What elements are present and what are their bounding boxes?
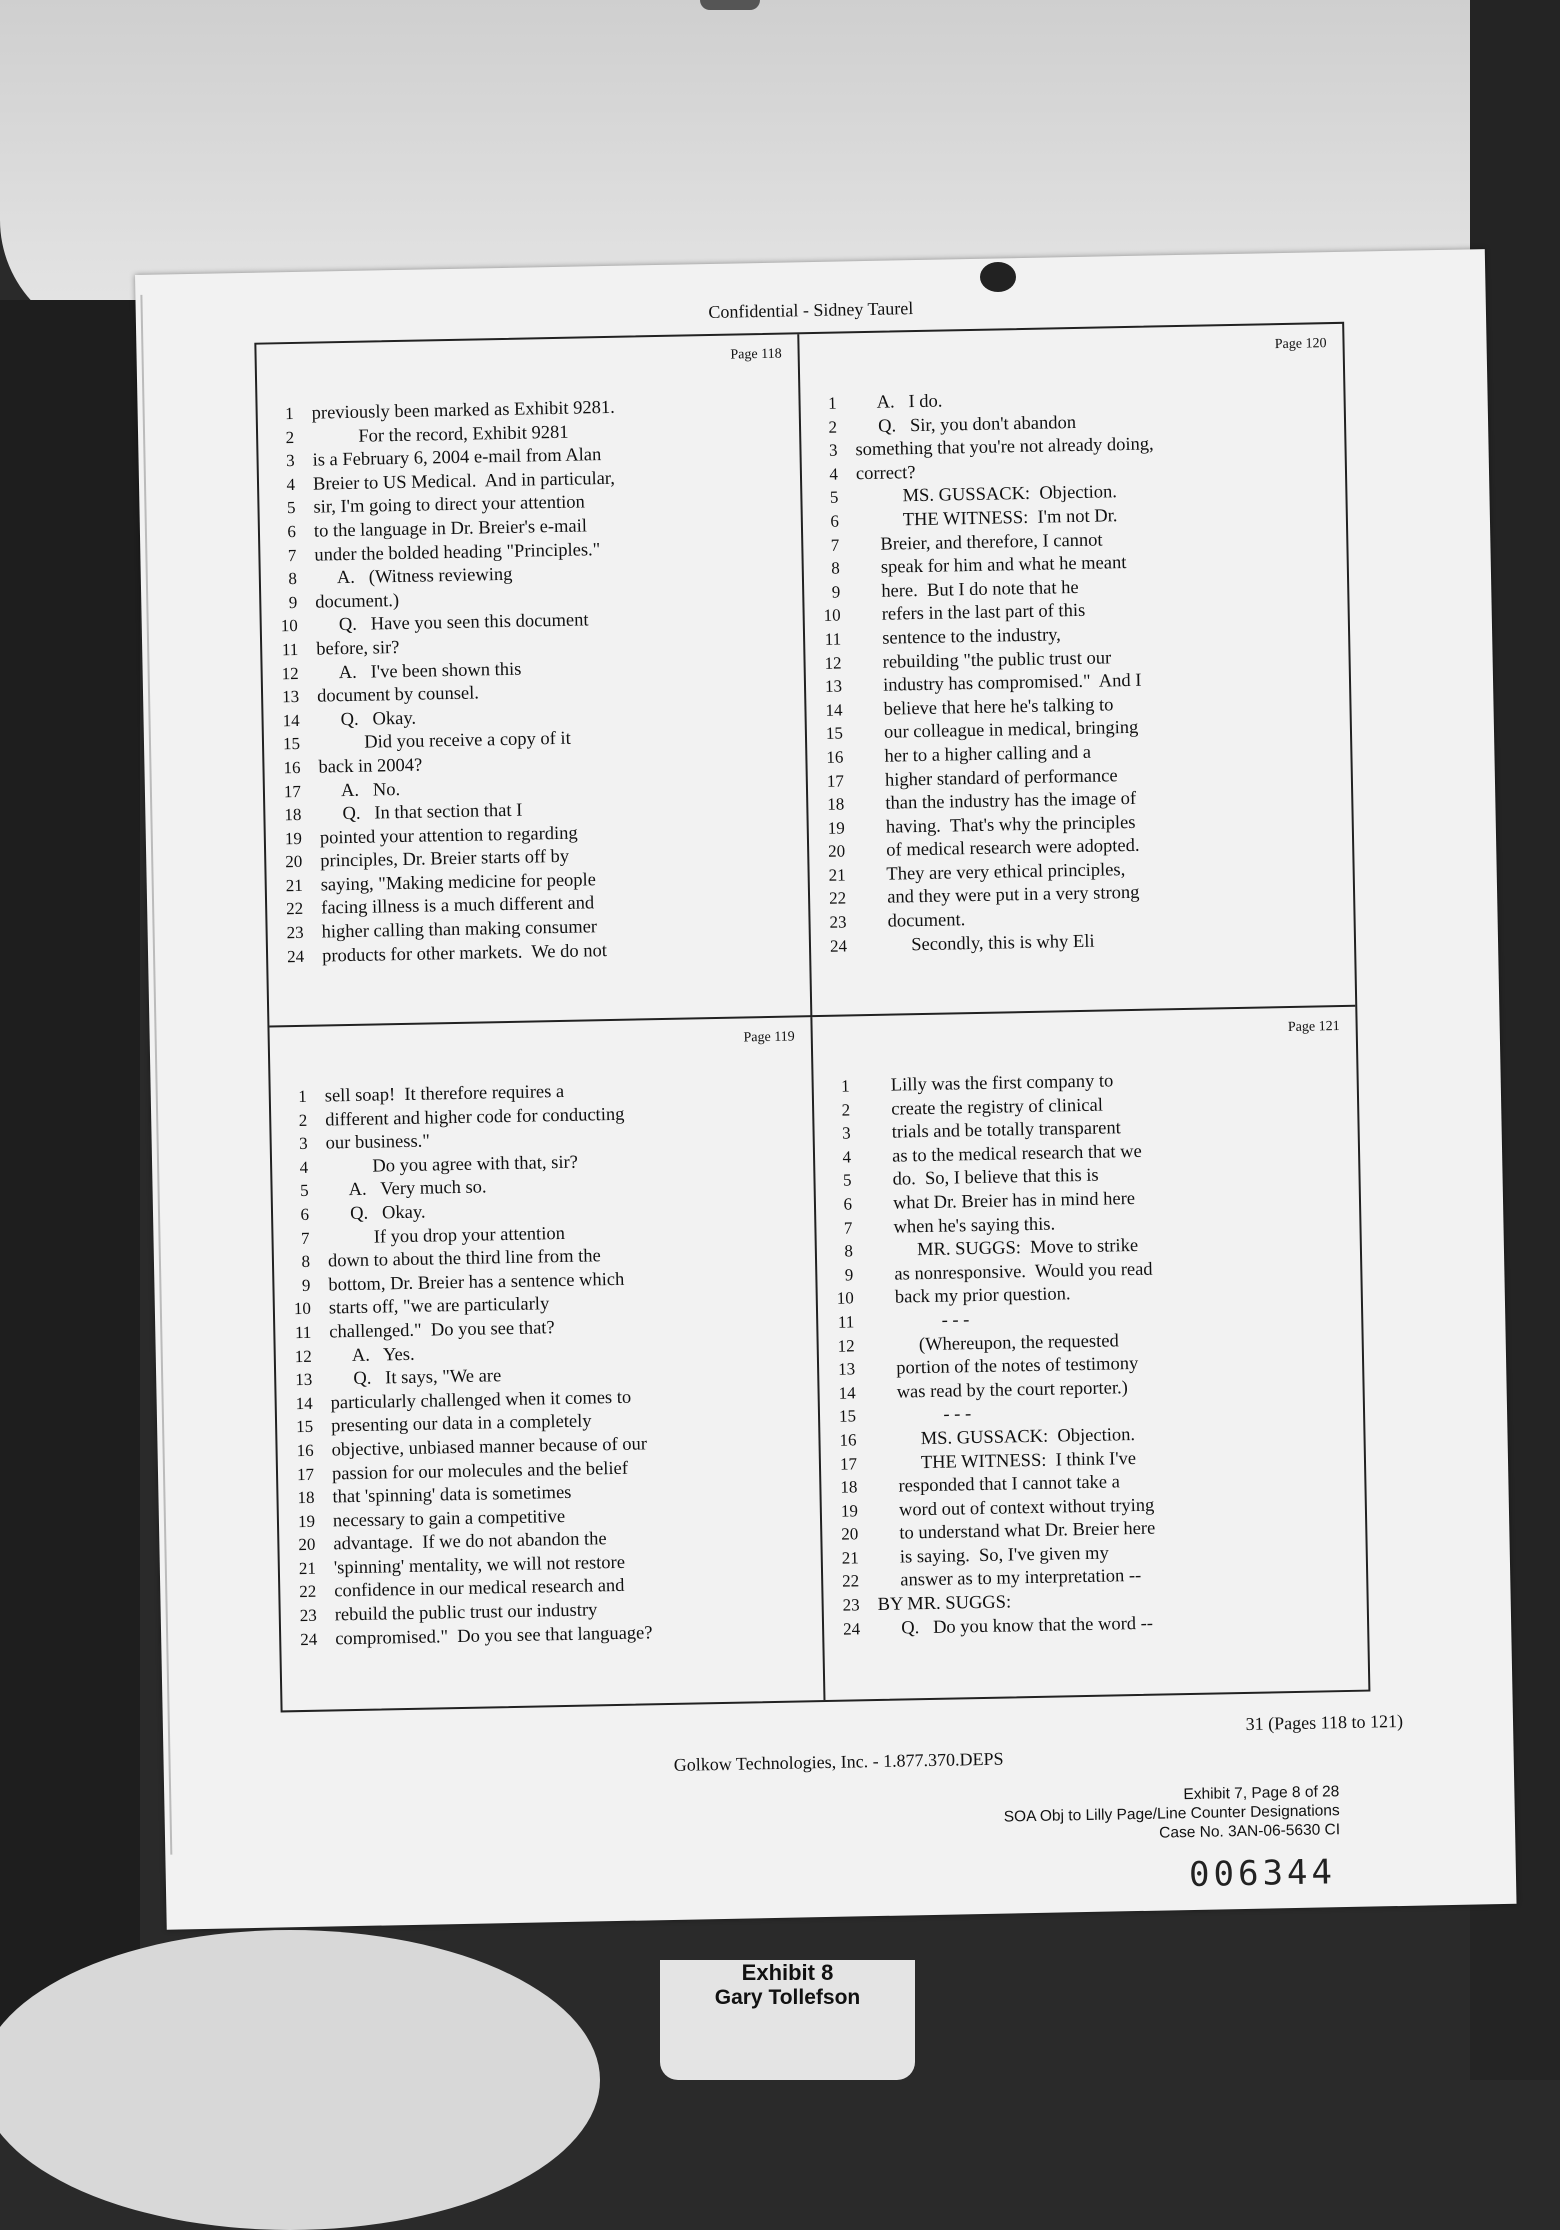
line-number: 11 xyxy=(837,1312,855,1332)
line-text: back my prior question. xyxy=(871,1284,1071,1309)
line-number: 4 xyxy=(286,474,296,494)
line-number: 2 xyxy=(298,1110,308,1130)
exhibit-tab-name: Gary Tollefson xyxy=(714,1986,861,2009)
line-number: 4 xyxy=(299,1157,309,1177)
line-text: Q. Do you know that the word -- xyxy=(877,1613,1154,1639)
binder-ring-top xyxy=(700,0,760,10)
line-number: 3 xyxy=(299,1134,308,1154)
line-number: 15 xyxy=(838,1406,857,1427)
line-text: to understand what Dr. Breier here xyxy=(876,1518,1156,1545)
line-number: 21 xyxy=(841,1548,859,1568)
line-text: Did you receive a copy of it xyxy=(317,729,571,754)
line-number: 18 xyxy=(297,1487,315,1508)
line-number: 8 xyxy=(301,1251,311,1272)
line-text: challenged." Do you see that? xyxy=(329,1318,555,1343)
transcript-sheet xyxy=(135,249,1517,1930)
bates-number: 006344 xyxy=(1188,1852,1337,1896)
line-number: 22 xyxy=(828,888,847,909)
exhibit-line-2: SOA Obj to Lilly Page/Line Counter Designations xyxy=(1003,1802,1340,1826)
transcript-page-118 xyxy=(256,334,812,1027)
line-number: 18 xyxy=(840,1477,858,1497)
line-text: Q. Have you seen this document xyxy=(315,610,589,636)
line-text: word out of context without trying xyxy=(875,1495,1155,1521)
line-number: 14 xyxy=(825,700,843,720)
line-text: trials and be totally transparent xyxy=(868,1118,1122,1144)
line-text: believe that here he's talking to xyxy=(860,695,1114,720)
line-text: compromised." Do you see that language? xyxy=(335,1622,653,1650)
line-text: A. I do. xyxy=(854,391,943,414)
line-text: that 'spinning' data is sometimes xyxy=(332,1482,572,1508)
line-text: when he's saying this. xyxy=(870,1214,1056,1238)
line-number: 20 xyxy=(828,841,846,862)
line-text: is saying. So, I've given my xyxy=(876,1543,1109,1568)
line-number: 22 xyxy=(286,899,304,919)
line-text: MS. GUSSACK: Objection. xyxy=(856,482,1118,508)
line-text: down to about the third line from the xyxy=(327,1246,601,1272)
line-text: Do you agree with that, sir? xyxy=(325,1152,579,1178)
line-number: 20 xyxy=(285,852,303,872)
page-number: Page 121 xyxy=(1287,1019,1340,1036)
desk-left xyxy=(0,300,140,2080)
line-number: 11 xyxy=(281,639,299,660)
line-text: here. But I do note that he xyxy=(858,577,1079,602)
line-number: 19 xyxy=(284,828,303,848)
line-number: 24 xyxy=(286,946,305,966)
line-number: 15 xyxy=(282,734,301,754)
line-number: 9 xyxy=(301,1275,311,1295)
line-text: Q. Sir, you don't abandon xyxy=(854,412,1077,437)
line-number: 9 xyxy=(831,582,841,602)
line-text: A. No. xyxy=(318,779,401,802)
line-number: 13 xyxy=(295,1369,313,1390)
line-text: products for other markets. We do not xyxy=(321,940,608,967)
line-number: 23 xyxy=(299,1605,317,1626)
line-text: A. Very much so. xyxy=(326,1177,487,1201)
line-text: her to a higher calling and a xyxy=(861,742,1092,768)
line-text: (Whereupon, the requested xyxy=(872,1330,1119,1356)
line-text: our colleague in medical, bringing xyxy=(860,718,1139,744)
line-number: 14 xyxy=(838,1383,856,1403)
line-number: 8 xyxy=(288,569,298,589)
line-text: 'spinning' mentality, we will not restore xyxy=(333,1552,626,1579)
line-number: 21 xyxy=(285,875,303,896)
line-text: - - - xyxy=(872,1310,970,1332)
line-number: 15 xyxy=(295,1417,314,1437)
line-text: Secondly, this is why Eli xyxy=(864,931,1095,956)
line-number: 8 xyxy=(844,1241,854,1261)
line-text: responded that I cannot take a xyxy=(875,1472,1121,1498)
line-text: higher calling than making consumer xyxy=(321,917,598,943)
line-number: 5 xyxy=(842,1170,852,1190)
line-text: BY MR. SUGGS: xyxy=(877,1592,1012,1616)
line-number: 14 xyxy=(282,710,300,730)
line-number: 13 xyxy=(837,1359,856,1379)
line-number: 9 xyxy=(288,592,298,612)
line-number: 17 xyxy=(283,781,302,801)
line-number: 7 xyxy=(287,545,297,565)
line-text: A. (Witness reviewing xyxy=(314,564,513,589)
line-number: 23 xyxy=(842,1595,860,1615)
line-number: 10 xyxy=(836,1288,854,1309)
line-text: correct? xyxy=(855,462,916,484)
line-number: 23 xyxy=(286,922,304,943)
line-text: was read by the court reporter.) xyxy=(873,1377,1129,1403)
line-text: THE WITNESS: I'm not Dr. xyxy=(856,506,1118,532)
line-number: 18 xyxy=(827,794,845,814)
line-number: 16 xyxy=(296,1440,314,1461)
line-text: rebuild the public trust our industry xyxy=(334,1600,598,1626)
line-text: bottom, Dr. Breier has a sentence which xyxy=(328,1269,625,1296)
line-number: 6 xyxy=(830,511,840,531)
line-number: 12 xyxy=(837,1335,855,1356)
line-text: passion for our molecules and the belief xyxy=(331,1458,629,1484)
line-number: 18 xyxy=(284,805,302,825)
line-text: as nonresponsive. Would you read xyxy=(871,1259,1153,1285)
page-number: Page 118 xyxy=(730,346,782,363)
line-text: portion of the notes of testimony xyxy=(872,1354,1139,1380)
line-text: A. I've been shown this xyxy=(316,659,522,684)
line-number: 20 xyxy=(298,1535,316,1555)
line-number: 17 xyxy=(839,1453,858,1474)
line-text: sentence to the industry, xyxy=(858,625,1062,650)
line-number: 10 xyxy=(280,616,298,636)
transcript-lines xyxy=(277,1077,815,1653)
line-number: 21 xyxy=(298,1558,317,1578)
line-text: different and higher code for conducting xyxy=(325,1104,625,1131)
page-number: Page 120 xyxy=(1274,336,1327,353)
line-number: 14 xyxy=(295,1393,313,1413)
line-number: 22 xyxy=(299,1582,317,1602)
line-number: 7 xyxy=(830,535,840,555)
line-number: 1 xyxy=(298,1086,307,1107)
line-number: 12 xyxy=(281,663,299,683)
line-text: do. So, I believe that this is xyxy=(869,1166,1099,1191)
sheet-edge xyxy=(140,295,172,1855)
line-text: Breier, and therefore, I cannot xyxy=(857,530,1103,555)
line-text: industry has compromised." And I xyxy=(859,670,1142,697)
line-number: 17 xyxy=(826,770,845,791)
line-text: previously been marked as Exhibit 9281. xyxy=(311,397,615,424)
line-number: 19 xyxy=(840,1501,859,1521)
line-number: 8 xyxy=(831,558,840,578)
line-number: 5 xyxy=(286,498,296,518)
line-text: They are very ethical principles, xyxy=(863,859,1126,885)
line-text: starts off, "we are particularly xyxy=(328,1294,550,1319)
line-number: 16 xyxy=(826,747,844,767)
line-number: 1 xyxy=(827,393,837,413)
line-text: A. Yes. xyxy=(329,1344,415,1366)
line-text: answer as to my interpretation -- xyxy=(877,1566,1142,1592)
line-text: document. xyxy=(864,910,966,933)
line-number: 7 xyxy=(843,1217,853,1238)
line-number: 6 xyxy=(300,1204,310,1224)
line-number: 15 xyxy=(825,723,844,744)
line-text: - - - xyxy=(873,1404,972,1427)
line-number: 4 xyxy=(842,1147,852,1167)
line-number: 10 xyxy=(293,1299,312,1319)
binder-ring-hole xyxy=(980,262,1016,292)
line-text: to the language in Dr. Breier's e-mail xyxy=(313,516,588,542)
page-header: Confidential - Sidney Taurel xyxy=(708,298,914,322)
line-text: If you drop your attention xyxy=(327,1223,566,1249)
line-text: document.) xyxy=(315,590,400,613)
line-number: 3 xyxy=(828,440,838,460)
transcript-lines xyxy=(806,384,1346,960)
transcript-lines xyxy=(264,394,802,970)
line-number: 13 xyxy=(281,687,300,707)
exhibit-tab-label: Exhibit 8 xyxy=(741,1960,834,1985)
footer-page-range: 31 (Pages 118 to 121) xyxy=(1245,1710,1404,1734)
line-number: 3 xyxy=(285,451,295,471)
line-text: Lilly was the first company to xyxy=(867,1071,1114,1097)
exhibit-tab xyxy=(660,1960,915,2080)
line-text: than the industry has the image of xyxy=(862,788,1137,815)
line-number: 17 xyxy=(296,1464,315,1484)
line-number: 5 xyxy=(299,1181,309,1201)
line-text: and they were put in a very strong xyxy=(863,883,1140,909)
line-text: Q. Okay. xyxy=(326,1202,426,1225)
transcript-page-120 xyxy=(799,324,1355,1017)
line-text: sell soap! It therefore requires a xyxy=(324,1081,565,1107)
line-text: objective, unbiased manner because of our xyxy=(331,1434,648,1461)
exhibit-line-3: Case No. 3AN-06-5630 CI xyxy=(1159,1821,1341,1842)
line-text: document by counsel. xyxy=(316,683,480,707)
line-number: 2 xyxy=(841,1100,851,1120)
line-text: Q. It says, "We are xyxy=(330,1366,502,1390)
line-text: is a February 6, 2004 e-mail from Alan xyxy=(312,445,602,471)
line-text: Breier to US Medical. And in particular, xyxy=(312,468,616,495)
line-number: 1 xyxy=(841,1076,850,1096)
line-number: 5 xyxy=(829,487,839,508)
line-number: 16 xyxy=(839,1430,857,1450)
line-text: higher standard of performance xyxy=(861,765,1118,791)
line-text: create the registry of clinical xyxy=(867,1095,1104,1120)
line-text: advantage. If we do not abandon the xyxy=(333,1529,607,1555)
transcript-page-119 xyxy=(269,1017,825,1710)
exhibit-stamp xyxy=(1003,1782,1340,1845)
line-text: Q. Okay. xyxy=(317,708,417,731)
line-text: what Dr. Breier has in mind here xyxy=(869,1188,1136,1215)
line-text: saying, "Making medicine for people xyxy=(320,870,597,896)
line-number: 6 xyxy=(843,1194,853,1214)
exhibit-line-1: Exhibit 7, Page 8 of 28 xyxy=(1183,1783,1340,1804)
line-text: back in 2004? xyxy=(318,755,423,778)
line-number: 1 xyxy=(285,403,294,424)
line-text: confidence in our medical research and xyxy=(334,1576,625,1602)
line-number: 19 xyxy=(297,1511,316,1531)
line-number: 24 xyxy=(829,936,848,956)
line-text: Q. In that section that I xyxy=(319,800,523,825)
line-text: rebuilding "the public trust our xyxy=(859,647,1112,673)
line-text: as to the medical research that we xyxy=(868,1141,1142,1167)
line-text: before, sir? xyxy=(316,637,400,660)
line-text: of medical research were adopted. xyxy=(863,836,1140,862)
line-text: principles, Dr. Breier starts off by xyxy=(320,847,570,872)
line-number: 24 xyxy=(842,1618,861,1639)
line-text: MR. SUGGS: Move to strike xyxy=(870,1236,1139,1262)
transcript-grid xyxy=(254,322,1370,1713)
line-number: 6 xyxy=(287,521,297,542)
lamp-base xyxy=(0,1930,600,2230)
line-number: 13 xyxy=(824,676,843,696)
line-text: refers in the last part of this xyxy=(858,601,1086,626)
transcript-page-121 xyxy=(812,1007,1368,1700)
line-number: 20 xyxy=(841,1524,859,1544)
transcript-lines xyxy=(820,1067,1360,1643)
line-text: having. That's why the principles xyxy=(862,812,1136,838)
line-number: 11 xyxy=(824,629,842,649)
line-number: 22 xyxy=(842,1571,860,1592)
line-text: speak for him and what he meant xyxy=(857,553,1127,579)
line-text: For the record, Exhibit 9281 xyxy=(311,422,569,448)
line-number: 23 xyxy=(829,912,847,932)
line-text: MS. GUSSACK: Objection. xyxy=(874,1424,1136,1450)
line-number: 9 xyxy=(844,1265,854,1285)
line-number: 24 xyxy=(300,1629,318,1649)
line-text: particularly challenged when it comes to xyxy=(330,1387,632,1414)
line-number: 10 xyxy=(823,605,841,626)
line-text: pointed your attention to regarding xyxy=(319,823,578,849)
line-text: presenting our data in a completely xyxy=(330,1411,592,1437)
line-text: sir, I'm going to direct your attention xyxy=(313,492,585,518)
line-text: necessary to gain a competitive xyxy=(332,1506,566,1532)
line-text: facing illness is a much different and xyxy=(321,893,595,920)
line-text: our business." xyxy=(325,1131,431,1154)
line-number: 12 xyxy=(824,653,842,673)
line-number: 16 xyxy=(283,757,301,778)
line-number: 3 xyxy=(841,1123,851,1143)
line-number: 12 xyxy=(294,1346,312,1366)
line-number: 21 xyxy=(828,865,846,885)
line-text: THE WITNESS: I think I've xyxy=(874,1448,1137,1474)
page-number: Page 119 xyxy=(743,1029,795,1046)
line-number: 2 xyxy=(285,427,295,447)
line-number: 7 xyxy=(300,1228,310,1248)
line-text: under the bolded heading "Principles." xyxy=(314,539,601,566)
footer-company: Golkow Technologies, Inc. - 1.877.370.DEPS xyxy=(673,1748,1004,1775)
line-number: 19 xyxy=(827,818,845,838)
line-number: 11 xyxy=(294,1322,312,1343)
line-number: 4 xyxy=(829,464,839,484)
line-text: something that you're not already doing, xyxy=(855,434,1154,461)
line-number: 2 xyxy=(828,417,838,437)
